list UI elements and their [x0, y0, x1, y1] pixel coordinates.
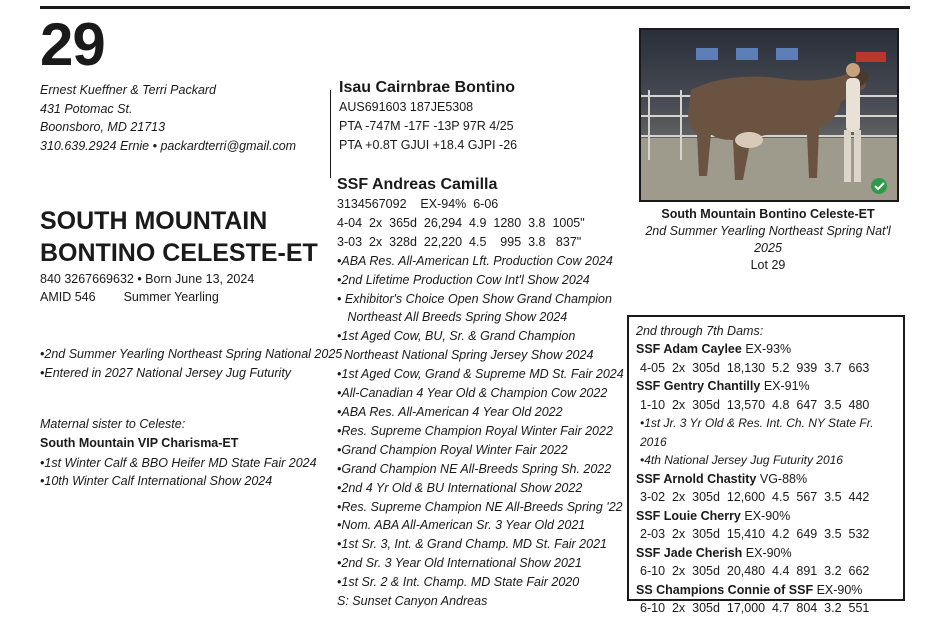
maternal-sister-award: •1st Winter Calf & BBO Heifer MD State Fair 2024 [40, 456, 317, 470]
top-rule [40, 6, 910, 9]
ancestor-dam-score: EX-91% [760, 379, 810, 393]
ancestor-dam-score: EX-93% [741, 342, 792, 356]
ancestor-dam-record: 6-10 2x 305d 17,000 4.7 804 3.2 551 [640, 601, 870, 615]
sire-name: Isau Cairnbrae Bontino [339, 79, 516, 96]
ancestor-dam-score: EX-90% [740, 508, 791, 523]
dam-award: •Res. Supreme Champion Royal Winter Fair 2022 [337, 423, 613, 438]
ancestor-dam-name: SSF Jade Cherish [636, 545, 743, 560]
ancestor-dam [636, 544, 903, 581]
sire-line: PTA -747M -17F -13P 97R 4/25 [339, 119, 514, 133]
dam-award: •Nom. ABA All-American Sr. 3 Year Old 2021 [337, 518, 586, 533]
dam-award: •2nd Lifetime Production Cow Int'l Show 2024 [337, 272, 590, 287]
dam-award: •1st Sr. 3, Int. & Grand Champ. MD St. Fair 2021 [337, 537, 607, 552]
maternal-sister-name: South Mountain VIP Charisma-ET [40, 436, 239, 450]
dam-award: •1st Aged Cow, BU, Sr. & Grand Champion [337, 329, 576, 344]
cow-amid: AMID 546 [40, 290, 96, 304]
cow-class: Summer Yearling [123, 290, 219, 304]
cow-award: •Entered in 2027 National Jersey Jug Futurity [40, 365, 292, 380]
ancestor-dam-record: 6-10 2x 305d 20,480 4.4 891 3.2 662 [640, 564, 870, 578]
cow-identification [40, 270, 254, 306]
dams-heading: 2nd through 7th Dams: [636, 324, 764, 338]
ancestor-dam-name: SSF Adam Caylee [636, 342, 742, 356]
dam-record: 3134567092 EX-94% 6-06 [337, 197, 499, 211]
caption-subtitle: 2nd Summer Yearling Northeast Spring Nat'l 2025 [645, 224, 891, 255]
sire-line: AUS691603 187JE5308 [339, 100, 474, 114]
cow-photo [639, 28, 899, 202]
owner-info [40, 81, 296, 155]
ancestor-dam-name: SSF Arnold Chastity [636, 471, 757, 486]
caption-lot: Lot 29 [750, 258, 786, 272]
dam-award: Northeast National Spring Jersey Show 2024 [337, 348, 594, 363]
ancestor-dam-award: •1st Jr. 3 Yr Old & Res. Int. Ch. NY State Fr. 2016 [640, 416, 874, 449]
ancestor-dam [636, 377, 903, 470]
cow-name-line2: BONTINO CELESTE-ET [40, 239, 318, 267]
dam-award: •1st Aged Cow, Grand & Supreme MD St. Fair 2024 [337, 367, 624, 382]
dam-award: •ABA Res. All-American 4 Year Old 2022 [337, 404, 563, 419]
owner-contact: 310.639.2924 Ernie • packardterri@gmail.com [40, 138, 297, 153]
dams-box [627, 315, 905, 615]
dam-award: •2nd 4 Yr Old & BU International Show 2022 [337, 480, 583, 495]
photo-caption [630, 206, 906, 274]
dam-award: •All-Canadian 4 Year Old & Champion Cow 2022 [337, 386, 608, 401]
cow-name-line1: SOUTH MOUNTAIN [40, 207, 268, 235]
sire-divider [330, 90, 331, 178]
dam-award: •Grand Champion Royal Winter Fair 2022 [337, 442, 568, 457]
maternal-sister-intro: Maternal sister to Celeste: [40, 417, 186, 431]
ancestor-dam-record: 1-10 2x 305d 13,570 4.8 647 3.5 480 [640, 397, 870, 412]
ancestor-dam-award: •4th National Jersey Jug Futurity 2016 [640, 453, 843, 467]
cow-id-line: 840 3267669632 • Born June 13, 2024 [40, 272, 255, 286]
ancestor-dam [636, 470, 903, 507]
sire-block [339, 78, 517, 155]
lot-number: 29 [40, 11, 105, 78]
ancestor-dam-name: SSF Louie Cherry [636, 508, 741, 523]
dam-name: SSF Andreas Camilla [337, 176, 498, 193]
owner-city: Boonsboro, MD 21713 [40, 120, 166, 134]
sire-line: PTA +0.8T GJUI +18.4 GJPI -26 [339, 138, 518, 152]
dam-record: 3-03 2x 328d 22,220 4.5 995 3.8 837" [337, 234, 582, 249]
cow-awards [40, 345, 342, 382]
dam-sire-line: S: Sunset Canyon Andreas [337, 594, 488, 609]
caption-title: South Mountain Bontino Celeste-ET [661, 207, 875, 221]
dam-award: •1st Sr. 2 & Int. Champ. MD State Fair 2020 [337, 575, 580, 590]
dam-award: •Grand Champion NE All-Breeds Spring Sh. 2022 [337, 461, 612, 476]
ancestor-dam-record: 2-03 2x 305d 15,410 4.2 649 3.5 532 [640, 527, 870, 541]
ancestor-dam-score: EX-90% [742, 545, 792, 560]
ancestor-dam-record: 4-05 2x 305d 18,130 5.2 939 3.7 663 [640, 360, 870, 375]
cow-photo-illustration [641, 30, 897, 200]
ancestor-dam-score: EX-90% [813, 582, 863, 597]
owner-street: 431 Potomac St. [40, 101, 133, 116]
ancestor-dam [636, 581, 903, 618]
ancestor-dam [636, 340, 903, 377]
dam-award: •2nd Sr. 3 Year Old International Show 2021 [337, 556, 582, 571]
owner-names: Ernest Kueffner & Terri Packard [40, 83, 217, 97]
dam-award: •Res. Supreme Champion NE All-Breeds Spring '22 [337, 499, 623, 514]
cow-name [40, 205, 340, 269]
ancestor-dam-score: VG-88% [756, 471, 808, 486]
dam-award: • Exhibitor's Choice Open Show Grand Champion [337, 291, 612, 306]
maternal-sister-awards [40, 454, 317, 490]
ancestor-dam [636, 507, 903, 544]
dam-record: 4-04 2x 365d 26,294 4.9 1280 3.8 1005" [337, 215, 585, 230]
ancestor-dam-name: SS Champions Connie of SSF [636, 582, 814, 597]
cow-award: •2nd Summer Yearling Northeast Spring National 2025 [40, 347, 343, 361]
maternal-sister-award: •10th Winter Calf International Show 2024 [40, 474, 273, 488]
dam-block [337, 175, 624, 611]
dam-award: •ABA Res. All-American Lft. Production Cow 2024 [337, 253, 613, 268]
dam-award: Northeast All Breeds Spring Show 2024 [337, 310, 568, 325]
cow-amid-line [40, 288, 254, 306]
ancestor-dam-name: SSF Gentry Chantilly [636, 379, 761, 393]
ancestor-dam-record: 3-02 2x 305d 12,600 4.5 567 3.5 442 [640, 490, 870, 504]
